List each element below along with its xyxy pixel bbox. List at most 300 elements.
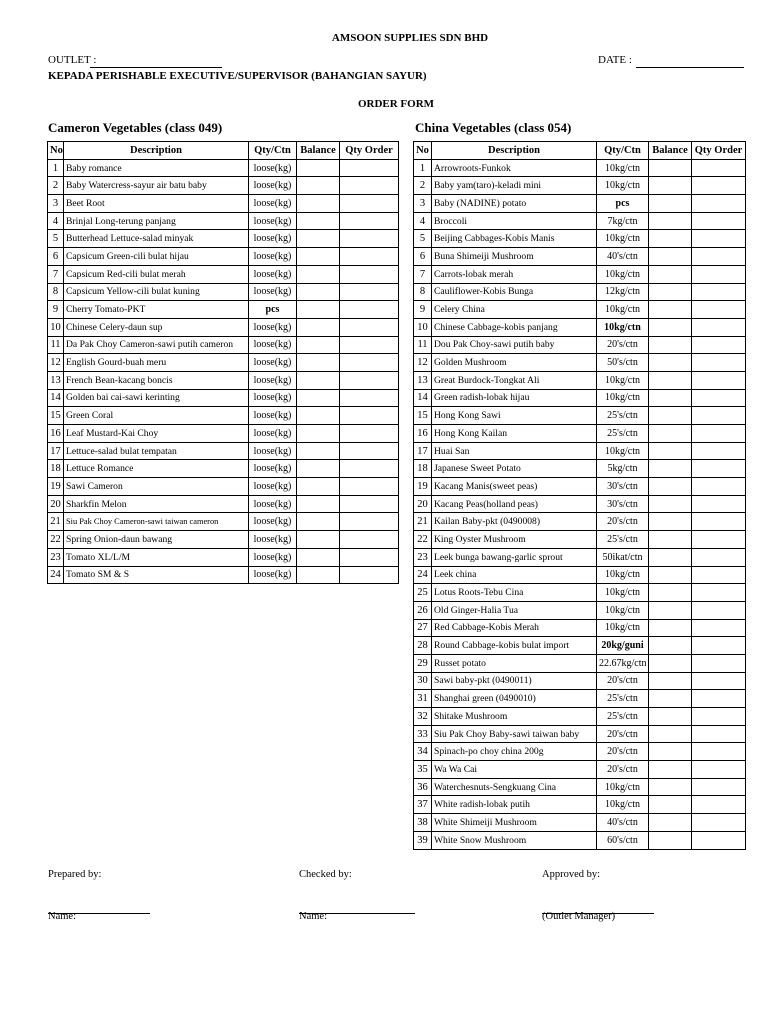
row-number: 30 [414,672,432,690]
col-qty-order-header: Qty Order [340,142,399,160]
qty-order-cell[interactable] [692,708,746,726]
qty-order-cell[interactable] [692,796,746,814]
balance-cell[interactable] [297,425,340,443]
qty-order-cell[interactable] [340,248,399,266]
balance-cell[interactable] [649,442,692,460]
qty-per-carton: loose(kg) [249,495,297,513]
qty-per-carton: loose(kg) [249,354,297,372]
qty-order-cell[interactable] [692,619,746,637]
qty-order-cell[interactable] [692,195,746,213]
item-description: Capsicum Yellow-cili bulat kuning [64,283,249,301]
balance-cell[interactable] [649,478,692,496]
row-number: 19 [48,478,64,496]
qty-order-cell[interactable] [692,814,746,832]
qty-order-cell[interactable] [340,548,399,566]
china-item-row [414,708,746,726]
col-qty-ctn-header: Qty/Ctn [597,142,649,160]
qty-per-carton: 10kg/ctn [597,371,649,389]
col-qty-ctn-header: Qty/Ctn [249,142,297,160]
qty-per-carton: loose(kg) [249,248,297,266]
row-number: 29 [414,654,432,672]
china-item-row [414,195,746,213]
qty-order-cell[interactable] [692,159,746,177]
item-description: Broccoli [432,212,597,230]
balance-cell[interactable] [297,159,340,177]
balance-cell[interactable] [649,796,692,814]
cameron-item-row [48,283,399,301]
china-item-row [414,425,746,443]
qty-per-carton: loose(kg) [249,566,297,584]
qty-order-cell[interactable] [340,425,399,443]
balance-cell[interactable] [297,389,340,407]
qty-order-cell[interactable] [340,460,399,478]
balance-cell[interactable] [297,478,340,496]
qty-order-cell[interactable] [340,318,399,336]
col-balance-header: Balance [649,142,692,160]
cameron-item-row [48,301,399,319]
balance-cell[interactable] [297,407,340,425]
item-description: Wa Wa Cai [432,761,597,779]
row-number: 11 [414,336,432,354]
qty-order-cell[interactable] [692,690,746,708]
balance-cell[interactable] [297,212,340,230]
item-description: Red Cabbage-Kobis Merah [432,619,597,637]
item-description: Arrowroots-Funkok [432,159,597,177]
qty-order-cell[interactable] [340,195,399,213]
qty-per-carton: 25's/ctn [597,690,649,708]
cameron-header-row [48,142,399,160]
qty-per-carton: 20's/ctn [597,672,649,690]
qty-order-cell[interactable] [692,371,746,389]
qty-order-cell[interactable] [692,725,746,743]
qty-per-carton: loose(kg) [249,230,297,248]
qty-order-cell[interactable] [340,177,399,195]
qty-order-cell[interactable] [692,248,746,266]
item-description: White Shimeiji Mushroom [432,814,597,832]
qty-order-cell[interactable] [692,230,746,248]
qty-order-cell[interactable] [340,566,399,584]
balance-cell[interactable] [649,708,692,726]
cameron-item-row [48,548,399,566]
balance-cell[interactable] [649,761,692,779]
balance-cell[interactable] [649,672,692,690]
china-table [413,141,746,850]
china-item-row [414,831,746,849]
row-number: 15 [414,407,432,425]
qty-order-cell[interactable] [692,177,746,195]
qty-order-cell[interactable] [692,283,746,301]
cameron-table [47,141,399,584]
row-number: 5 [414,230,432,248]
balance-cell[interactable] [297,513,340,531]
cameron-item-row [48,460,399,478]
row-number: 3 [414,195,432,213]
qty-order-cell[interactable] [692,584,746,602]
item-description: Kacang Manis(sweet peas) [432,478,597,496]
balance-cell[interactable] [649,336,692,354]
cameron-section-title: Cameron Vegetables (class 049) [48,120,223,135]
row-number: 37 [414,796,432,814]
balance-cell[interactable] [649,159,692,177]
qty-per-carton: 10kg/ctn [597,389,649,407]
qty-order-cell[interactable] [692,407,746,425]
qty-order-cell[interactable] [692,743,746,761]
balance-cell[interactable] [649,495,692,513]
china-item-row [414,743,746,761]
qty-per-carton: 20's/ctn [597,761,649,779]
qty-order-cell[interactable] [692,513,746,531]
qty-per-carton: 20's/ctn [597,743,649,761]
qty-per-carton: 10kg/ctn [597,442,649,460]
china-item-row [414,654,746,672]
qty-order-cell[interactable] [340,336,399,354]
row-number: 13 [414,371,432,389]
china-item-row [414,354,746,372]
balance-cell[interactable] [649,513,692,531]
balance-cell[interactable] [649,548,692,566]
qty-order-cell[interactable] [692,548,746,566]
balance-cell[interactable] [649,778,692,796]
qty-order-cell[interactable] [692,318,746,336]
balance-cell[interactable] [649,690,692,708]
balance-cell[interactable] [649,265,692,283]
row-number: 16 [414,425,432,443]
china-item-row [414,159,746,177]
item-description: Russet potato [432,654,597,672]
qty-order-cell[interactable] [692,495,746,513]
balance-cell[interactable] [649,248,692,266]
qty-per-carton: 25's/ctn [597,425,649,443]
balance-cell[interactable] [649,584,692,602]
qty-order-cell[interactable] [340,478,399,496]
row-number: 17 [48,442,64,460]
qty-per-carton: 25's/ctn [597,531,649,549]
approved-by-label: Approved by: [542,869,601,880]
balance-cell[interactable] [649,407,692,425]
qty-per-carton: loose(kg) [249,212,297,230]
item-description: King Oyster Mushroom [432,531,597,549]
qty-order-cell[interactable] [340,442,399,460]
item-description: Baby Watercress-sayur air batu baby [64,177,249,195]
qty-per-carton: loose(kg) [249,442,297,460]
item-description: Sharkfin Melon [64,495,249,513]
row-number: 7 [48,265,64,283]
item-description: Golden Mushroom [432,354,597,372]
item-description: Round Cabbage-kobis bulat import [432,637,597,655]
row-number: 6 [48,248,64,266]
item-description: Kailan Baby-pkt (0490008) [432,513,597,531]
item-description: Chinese Celery-daun sup [64,318,249,336]
balance-cell[interactable] [297,177,340,195]
cameron-item-row [48,389,399,407]
item-description: Hong Kong Sawi [432,407,597,425]
balance-cell[interactable] [649,177,692,195]
qty-per-carton: 20's/ctn [597,336,649,354]
balance-cell[interactable] [297,495,340,513]
qty-order-cell[interactable] [340,407,399,425]
balance-cell[interactable] [649,831,692,849]
balance-cell[interactable] [649,460,692,478]
qty-order-cell[interactable] [340,230,399,248]
balance-cell[interactable] [649,743,692,761]
row-number: 39 [414,831,432,849]
qty-order-cell[interactable] [692,425,746,443]
qty-per-carton: 10kg/ctn [597,230,649,248]
row-number: 13 [48,371,64,389]
item-description: Capsicum Red-cili bulat merah [64,265,249,283]
china-header-row [414,142,746,160]
item-description: Japanese Sweet Potato [432,460,597,478]
china-item-row [414,672,746,690]
row-number: 20 [414,495,432,513]
balance-cell[interactable] [297,283,340,301]
qty-order-cell[interactable] [692,212,746,230]
balance-cell[interactable] [649,354,692,372]
row-number: 32 [414,708,432,726]
item-description: Siu Pak Choy Baby-sawi taiwan baby [432,725,597,743]
col-no-header: No [414,142,432,160]
qty-order-cell[interactable] [692,566,746,584]
qty-order-cell[interactable] [692,778,746,796]
item-description: Huai San [432,442,597,460]
item-description: Butterhead Lettuce-salad minyak [64,230,249,248]
balance-cell[interactable] [649,301,692,319]
qty-order-cell[interactable] [340,283,399,301]
qty-order-cell[interactable] [340,159,399,177]
balance-cell[interactable] [649,212,692,230]
row-number: 9 [414,301,432,319]
cameron-item-row [48,230,399,248]
item-description: Lettuce Romance [64,460,249,478]
balance-cell[interactable] [649,389,692,407]
china-item-row [414,407,746,425]
qty-per-carton: 10kg/ctn [597,265,649,283]
qty-order-cell[interactable] [692,265,746,283]
balance-cell[interactable] [297,354,340,372]
row-number: 7 [414,265,432,283]
qty-order-cell[interactable] [692,301,746,319]
qty-order-cell[interactable] [692,354,746,372]
qty-order-cell[interactable] [692,672,746,690]
qty-order-cell[interactable] [340,301,399,319]
balance-cell[interactable] [649,654,692,672]
cameron-item-row [48,442,399,460]
company-name: AMSOON SUPPLIES SDN BHD [331,32,489,44]
outlet-label: OUTLET : [48,54,97,66]
china-item-row [414,336,746,354]
row-number: 34 [414,743,432,761]
qty-order-cell[interactable] [692,831,746,849]
balance-cell[interactable] [297,442,340,460]
china-item-row [414,761,746,779]
balance-cell[interactable] [297,230,340,248]
item-description: Capsicum Green-cili bulat hijau [64,248,249,266]
item-description: Da Pak Choy Cameron-sawi putih cameron [64,336,249,354]
balance-cell[interactable] [649,318,692,336]
balance-cell[interactable] [297,248,340,266]
row-number: 23 [414,548,432,566]
qty-order-cell[interactable] [692,637,746,655]
qty-per-carton: loose(kg) [249,548,297,566]
qty-order-cell[interactable] [340,371,399,389]
item-description: Beijing Cabbages-Kobis Manis [432,230,597,248]
qty-per-carton: 20kg/guni [597,637,649,655]
qty-order-cell[interactable] [692,460,746,478]
qty-order-cell[interactable] [692,531,746,549]
qty-order-cell[interactable] [340,212,399,230]
qty-per-carton: 20's/ctn [597,725,649,743]
china-item-row [414,513,746,531]
qty-per-carton: 10kg/ctn [597,177,649,195]
balance-cell[interactable] [297,301,340,319]
qty-order-cell[interactable] [692,601,746,619]
cameron-item-row [48,495,399,513]
item-description: Baby (NADINE) potato [432,195,597,213]
checked-by-label: Checked by: [299,869,352,880]
item-description: Sawi baby-pkt (0490011) [432,672,597,690]
row-number: 11 [48,336,64,354]
row-number: 8 [48,283,64,301]
item-description: Kacang Peas(holland peas) [432,495,597,513]
item-description: Old Ginger-Halia Tua [432,601,597,619]
item-description: Lettuce-salad bulat tempatan [64,442,249,460]
china-item-row [414,478,746,496]
balance-cell[interactable] [297,265,340,283]
qty-order-cell[interactable] [340,354,399,372]
row-number: 5 [48,230,64,248]
row-number: 6 [414,248,432,266]
balance-cell[interactable] [649,425,692,443]
row-number: 25 [414,584,432,602]
row-number: 8 [414,283,432,301]
item-description: Baby romance [64,159,249,177]
china-item-row [414,442,746,460]
cameron-item-row [48,513,399,531]
cameron-item-row [48,248,399,266]
item-description: Great Burdock-Tongkat Ali [432,371,597,389]
qty-order-cell[interactable] [340,389,399,407]
col-no-header: No [48,142,64,160]
date-field[interactable] [636,67,744,68]
balance-cell[interactable] [649,230,692,248]
china-item-row [414,389,746,407]
form-title: ORDER FORM [357,98,435,110]
balance-cell[interactable] [649,637,692,655]
item-description: Brinjal Long-terung panjang [64,212,249,230]
qty-order-cell[interactable] [340,531,399,549]
balance-cell[interactable] [649,195,692,213]
qty-per-carton: loose(kg) [249,513,297,531]
item-description: Beet Root [64,195,249,213]
balance-cell[interactable] [297,531,340,549]
balance-cell[interactable] [649,566,692,584]
qty-order-cell[interactable] [692,761,746,779]
qty-per-carton: 30's/ctn [597,495,649,513]
qty-per-carton: 10kg/ctn [597,301,649,319]
china-item-row [414,796,746,814]
balance-cell[interactable] [297,336,340,354]
qty-per-carton: 25's/ctn [597,407,649,425]
balance-cell[interactable] [297,318,340,336]
qty-per-carton: 30's/ctn [597,478,649,496]
balance-cell[interactable] [649,371,692,389]
qty-order-cell[interactable] [692,654,746,672]
row-number: 35 [414,761,432,779]
china-item-row [414,318,746,336]
balance-cell[interactable] [297,371,340,389]
china-section-title: China Vegetables (class 054) [415,120,572,135]
qty-per-carton: 40's/ctn [597,248,649,266]
item-description: Sawi Cameron [64,478,249,496]
outlet-field[interactable] [90,67,222,68]
qty-per-carton: loose(kg) [249,336,297,354]
item-description: Leek china [432,566,597,584]
balance-cell[interactable] [649,619,692,637]
row-number: 1 [48,159,64,177]
cameron-item-row [48,177,399,195]
item-description: Leaf Mustard-Kai Choy [64,425,249,443]
row-number: 21 [48,513,64,531]
col-description-header: Description [432,142,597,160]
balance-cell[interactable] [649,814,692,832]
row-number: 19 [414,478,432,496]
qty-per-carton: loose(kg) [249,389,297,407]
balance-cell[interactable] [297,566,340,584]
qty-per-carton: 10kg/ctn [597,584,649,602]
balance-cell[interactable] [649,725,692,743]
qty-order-cell[interactable] [340,513,399,531]
item-description: Leek bunga bawang-garlic sprout [432,548,597,566]
row-number: 27 [414,619,432,637]
cameron-item-row [48,371,399,389]
balance-cell[interactable] [649,531,692,549]
qty-per-carton: loose(kg) [249,159,297,177]
china-item-row [414,814,746,832]
qty-order-cell[interactable] [692,389,746,407]
china-item-row [414,566,746,584]
qty-order-cell[interactable] [340,495,399,513]
china-item-row [414,548,746,566]
qty-per-carton: 10kg/ctn [597,619,649,637]
qty-order-cell[interactable] [340,265,399,283]
china-item-row [414,619,746,637]
china-item-row [414,495,746,513]
qty-per-carton: 25's/ctn [597,708,649,726]
outlet-manager-label: (Outlet Manager) [542,911,616,922]
qty-order-cell[interactable] [692,478,746,496]
qty-per-carton: pcs [597,195,649,213]
item-description: Golden bai cai-sawi kerinting [64,389,249,407]
item-description: Spring Onion-daun bawang [64,531,249,549]
balance-cell[interactable] [297,195,340,213]
qty-order-cell[interactable] [692,442,746,460]
balance-cell[interactable] [649,601,692,619]
qty-per-carton: 60's/ctn [597,831,649,849]
item-description: Spinach-po choy china 200g [432,743,597,761]
balance-cell[interactable] [297,548,340,566]
balance-cell[interactable] [649,283,692,301]
item-description: Green Coral [64,407,249,425]
qty-per-carton: 5kg/ctn [597,460,649,478]
row-number: 24 [414,566,432,584]
item-description: Carrots-lobak merah [432,265,597,283]
col-description-header: Description [64,142,249,160]
qty-per-carton: loose(kg) [249,478,297,496]
qty-order-cell[interactable] [692,336,746,354]
balance-cell[interactable] [297,460,340,478]
china-item-row [414,584,746,602]
cameron-item-row [48,478,399,496]
